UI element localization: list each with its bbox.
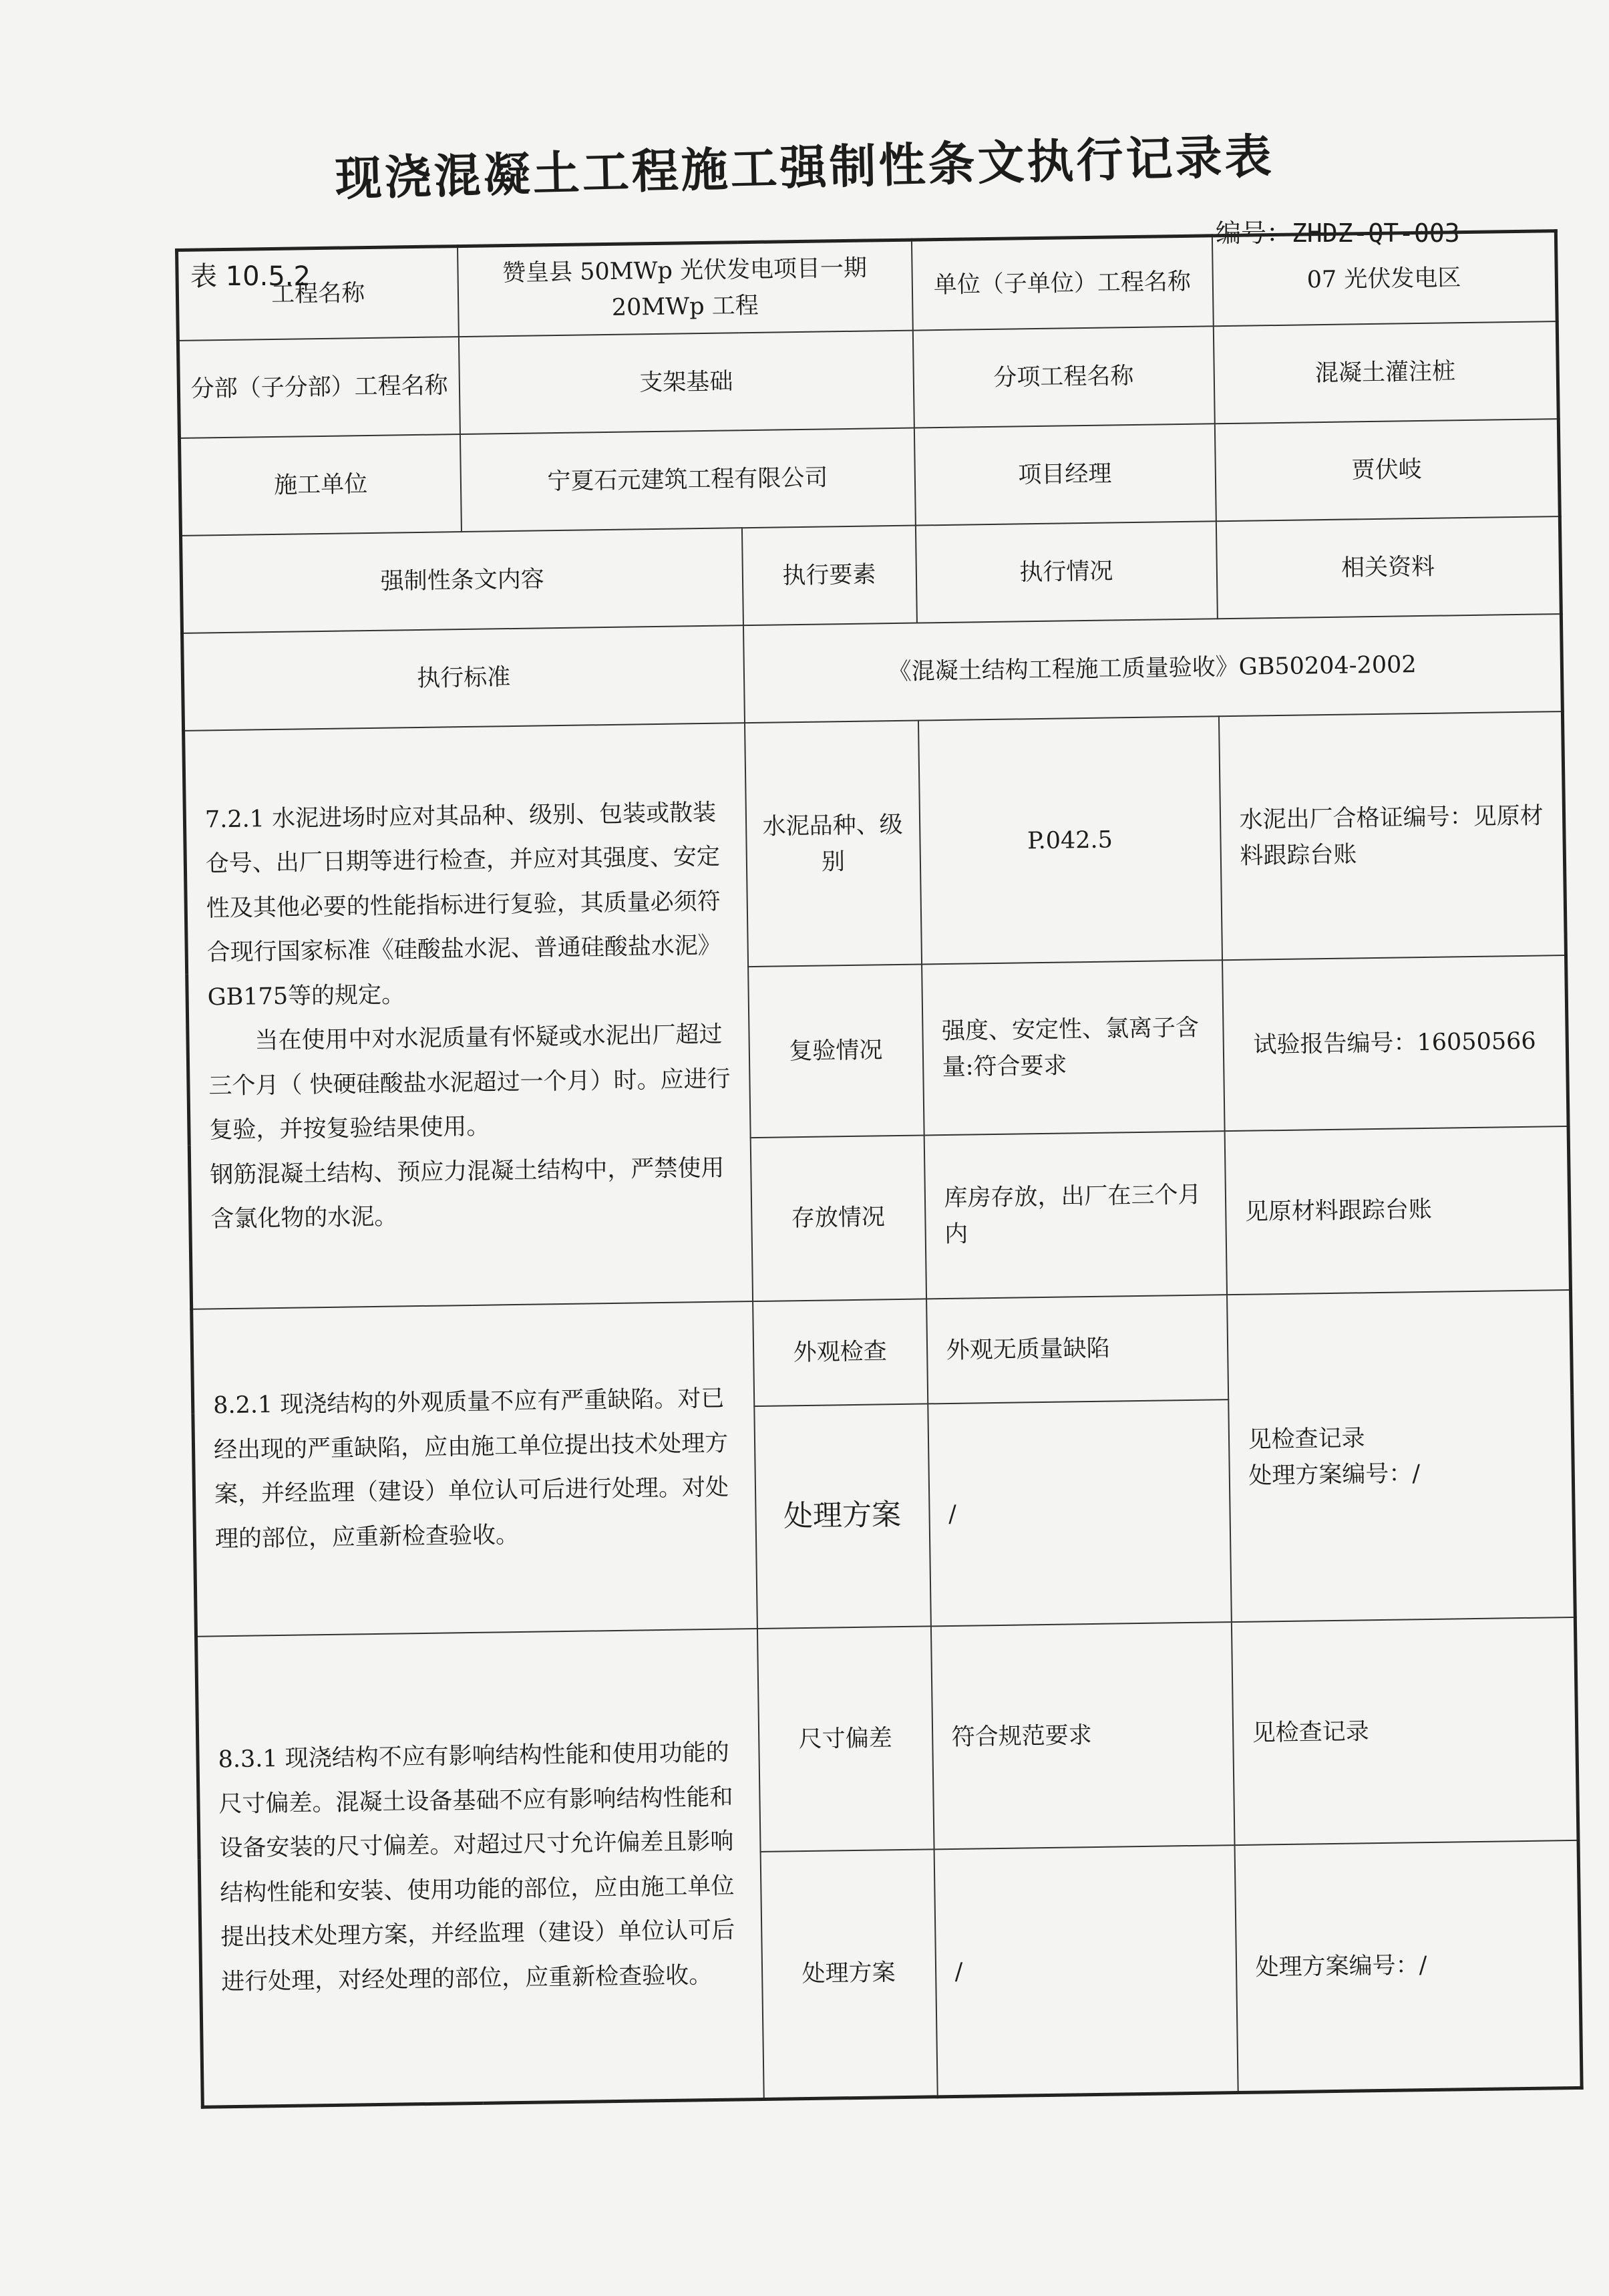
status-cell: 库房存放，出厂在三个月内: [924, 1131, 1226, 1299]
project-name: 赞皇县 50MWp 光伏发电项目一期 20MWp 工程: [457, 240, 912, 337]
division: 支架基础: [458, 331, 914, 435]
standard-row: [182, 614, 1563, 731]
docs-cell: [1227, 1290, 1576, 1622]
section-3-row-1: [196, 1617, 1578, 1860]
element-cell: 外观检查: [753, 1299, 928, 1406]
docs-line: 处理方案编号：/: [1248, 1460, 1421, 1490]
document-title: 现浇混凝土工程施工强制性条文执行记录表: [334, 128, 1275, 207]
project-name-label: 工程名称: [177, 247, 459, 341]
clause-8-3-1: [196, 1629, 764, 2107]
element-cell: 尺寸偏差: [757, 1627, 934, 1852]
division-label: 分部（子分部）工程名称: [178, 337, 460, 438]
header-row: [181, 516, 1562, 633]
section-2-row-1: [192, 1290, 1572, 1414]
header-element: 执行要素: [741, 526, 916, 626]
manager: 贾伏岐: [1214, 419, 1560, 521]
clause-line: 8.3.1 现浇结构不应有影响结构性能和使用功能的尺寸偏差。混凝土设备基础不应有影响结构性能和设备安装的尺寸偏差。对超过尺寸允许偏差且影响结构性能和安装、使用功能的部位，应由施工单位提出技术处理方案，并经监理（建设）单位认可后进行处理，对经处理的部位，应重新检查验收。: [218, 1739, 735, 1995]
clause-line: 8.2.1 现浇结构的外观质量不应有严重缺陷。对已经出现的严重缺陷，应由施工单位提出技术处理方案，并经监理（建设）单位认可后进行处理。对处理的部位，应重新检查验收。: [212, 1385, 729, 1553]
docs-cell: 水泥出厂合格证编号：见原材料跟踪台账: [1218, 711, 1566, 960]
item: 混凝土灌注桩: [1213, 321, 1558, 424]
record-table: [175, 229, 1584, 2109]
clause-line: 钢筋混凝土结构、预应力混凝土结构中，严禁使用含氯化物的水泥。: [210, 1154, 725, 1233]
status-cell: 强度、安定性、氯离子含量:符合要求: [922, 961, 1225, 1136]
element-cell: 复验情况: [748, 965, 924, 1138]
docs-cell: 见原材料跟踪台账: [1224, 1126, 1570, 1295]
header-docs: 相关资料: [1216, 516, 1561, 619]
contractor: 宁夏石元建筑工程有限公司: [460, 428, 915, 532]
code-value: ZHDZ-QT-003: [1292, 218, 1460, 248]
clause-line: 7.2.1 水泥进场时应对其品种、级别、包装或散装仓号、出厂日期等进行检查，并应对其强度、安定性及其他必要的性能指标进行复验，其质量必须符合现行国家标准《硅酸盐水泥、普通硅酸盐水泥》GB175等的规定。: [204, 799, 721, 1011]
manager-label: 项目经理: [914, 424, 1216, 525]
element-cell: 存放情况: [750, 1135, 926, 1301]
status-cell: 外观无质量缺陷: [926, 1295, 1228, 1404]
header-status: 执行情况: [915, 521, 1217, 623]
item-label: 分项工程名称: [912, 326, 1214, 428]
unit-project-label: 单位（子单位）工程名称: [911, 236, 1213, 331]
contractor-label: 施工单位: [179, 434, 461, 536]
element-cell: 处理方案: [760, 1849, 937, 2099]
record-form: [175, 229, 1580, 2109]
header-content: 强制性条文内容: [181, 528, 743, 633]
standard-label: 执行标准: [182, 625, 745, 731]
status-cell: /: [928, 1400, 1232, 1627]
info-row-contractor: [179, 419, 1560, 536]
clause-line: 当在使用中对水泥质量有怀疑或水泥出厂超过三个月（ 快硬硅酸盐水泥超过一个月）时。应进行复验，并按复验结果使用。: [208, 1021, 731, 1144]
table-number: 表 10.5.2: [190, 261, 311, 292]
unit-project: 07 光伏发电区: [1212, 231, 1557, 327]
code-label: 编号：: [1216, 218, 1292, 248]
status-cell: 符合规范要求: [930, 1622, 1234, 1849]
info-row-division: [178, 321, 1558, 438]
status-cell: P.042.5: [918, 716, 1222, 964]
section-1-row-1: [184, 711, 1566, 975]
docs-cell: 见检查记录: [1231, 1617, 1578, 1845]
element-cell: 处理方案: [754, 1404, 931, 1629]
clause-8-2-1: [192, 1301, 757, 1637]
standard-value: 《混凝土结构工程施工质量验收》GB50204-2002: [743, 614, 1562, 723]
docs-cell: 试验报告编号：16050566: [1222, 955, 1569, 1131]
docs-line: 见检查记录: [1248, 1425, 1365, 1454]
status-cell: /: [934, 1845, 1238, 2097]
element-cell: 水泥品种、级别: [745, 721, 922, 967]
clause-7-2-1: [184, 723, 753, 1309]
docs-cell: 处理方案编号：/: [1234, 1840, 1582, 2093]
